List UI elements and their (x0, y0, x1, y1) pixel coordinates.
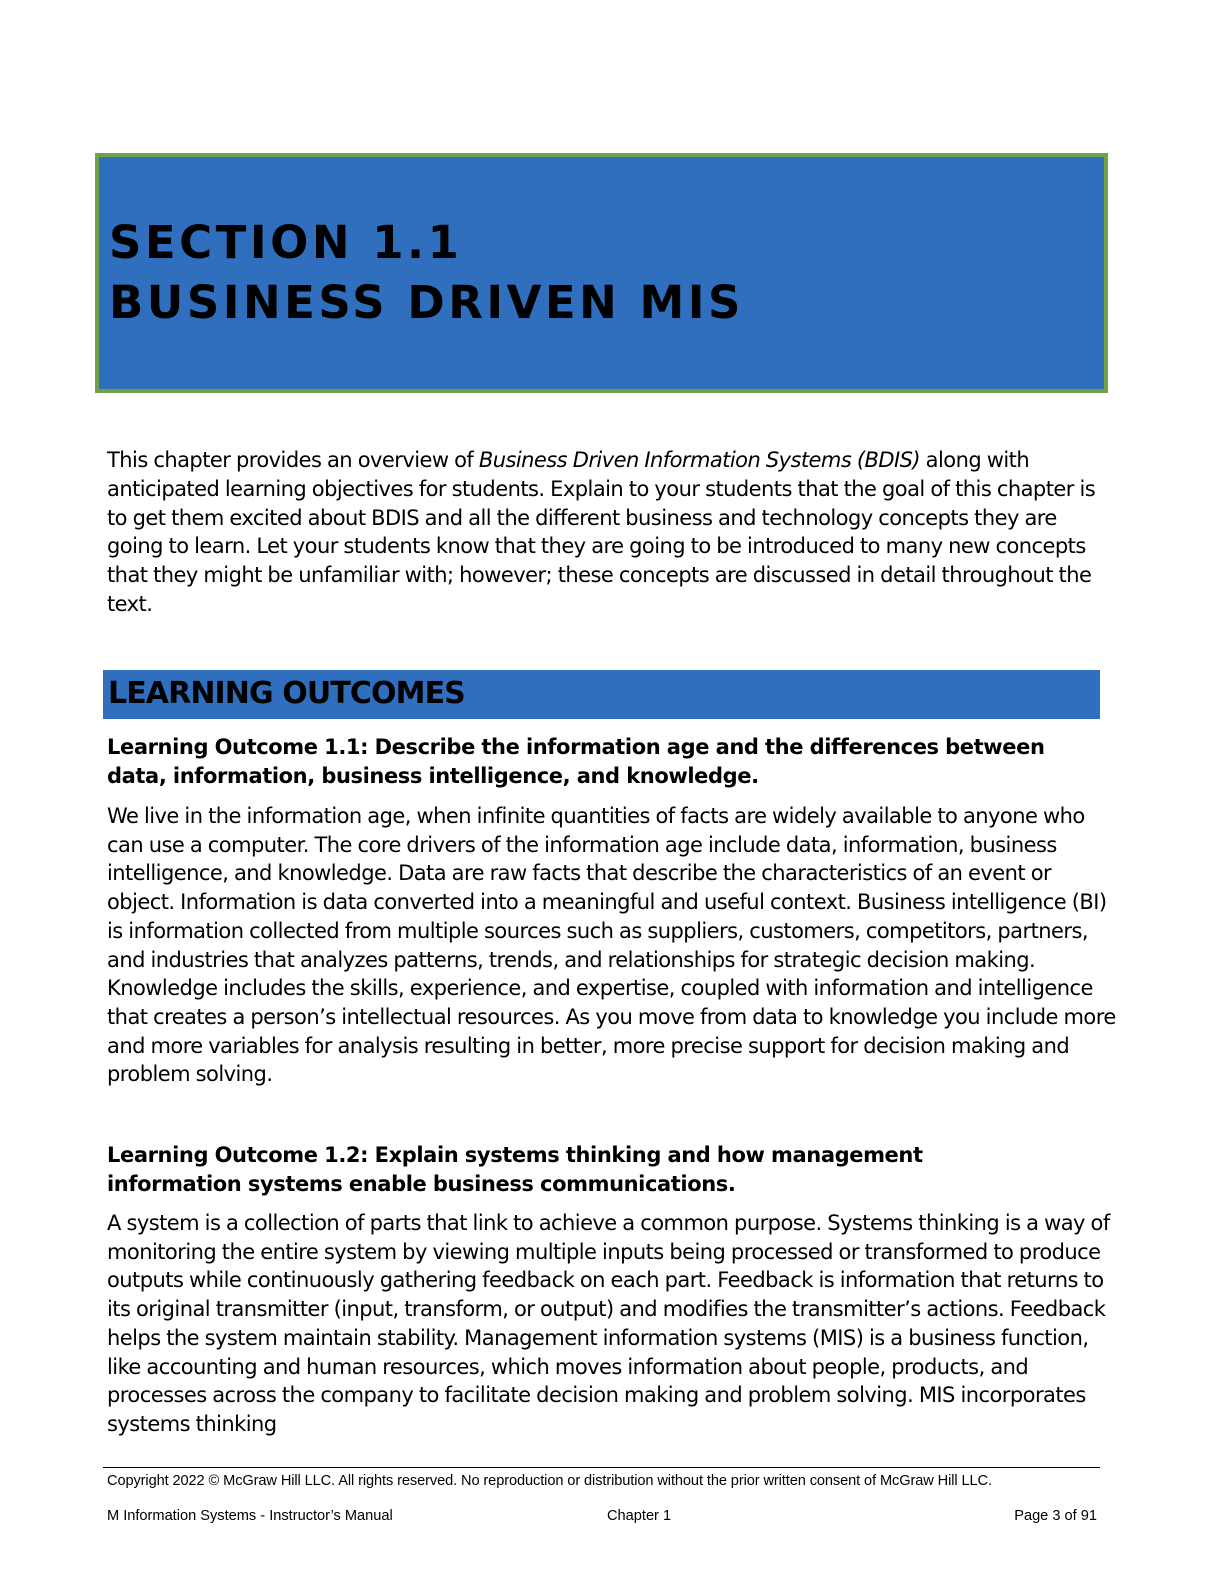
intro-book-title: Business Driven Information Systems (BDIS) (478, 448, 921, 472)
footer-chapter: Chapter 1 (607, 1508, 672, 1524)
learning-outcomes-title: LEARNING OUTCOMES (108, 676, 465, 711)
intro-paragraph (107, 446, 1117, 619)
learning-outcomes-banner (103, 670, 1100, 719)
section-title (109, 213, 744, 333)
footer-divider (103, 1467, 1100, 1468)
outcome-1-1-body: We live in the information age, when infinite quantities of facts are widely available to anyone who can use a computer. The core drivers of the information age include data, information, business intelligence, and knowledge. Data are raw facts that describe the characteristics of an event or object. Information is data converted into a meaningful and useful context. Business intelligence (BI) is information collected from multiple sources such as suppliers, customers, competitors, partners, and industries that analyzes patterns, trends, and relationships for strategic decision making. Knowledge includes the skills, experience, and expertise, coupled with information and intelligence that creates a person’s intellectual resources. As you move from data to knowledge you include more and more variables for analysis resulting in better, more precise support for decision making and problem solving. (107, 804, 1116, 1087)
section-name: BUSINESS DRIVEN MIS (109, 276, 744, 329)
intro-text-rest: along with anticipated learning objectives for students. Explain to your students that the goal of this chapter is to get them excited about BDIS and all the different business and technology concepts they are going to learn. Let your students know that they are going to be introduced to many new concepts that they might be unfamiliar with; however; these concepts are discussed in detail throughout the text. (107, 448, 1096, 616)
section-number: SECTION 1.1 (109, 216, 463, 269)
footer-copyright: Copyright 2022 © McGraw Hill LLC. All rights reserved. No reproduction or distribution without the prior written consent of McGraw Hill LLC. (107, 1473, 992, 1489)
outcome-1-1-heading: Learning Outcome 1.1: Describe the information age and the differences between data, information, business intelligence, and knowledge. (107, 735, 1045, 788)
outcome-1-2-heading: Learning Outcome 1.2: Explain systems thinking and how management information systems enable business communications. (107, 1143, 923, 1196)
outcome-1-2-body: A system is a collection of parts that link to achieve a common purpose. Systems thinking is a way of monitoring the entire system by viewing multiple inputs being processed or transformed to produce outputs while continuously gathering feedback on each part. Feedback is information that returns to its original transmitter (input, transform, or output) and modifies the transmitter’s actions. Feedback helps the system maintain stability. Management information systems (MIS) is a business function, like accounting and human resources, which moves information about people, products, and processes across the company to facilitate decision making and problem solving. MIS incorporates systems thinking (107, 1211, 1110, 1436)
section-header-box (95, 153, 1108, 393)
footer-manual-title: M Information Systems - Instructor’s Manual (107, 1508, 393, 1524)
intro-text-start: This chapter provides an overview of (107, 448, 479, 472)
footer-page-number: Page 3 of 91 (1014, 1508, 1097, 1524)
